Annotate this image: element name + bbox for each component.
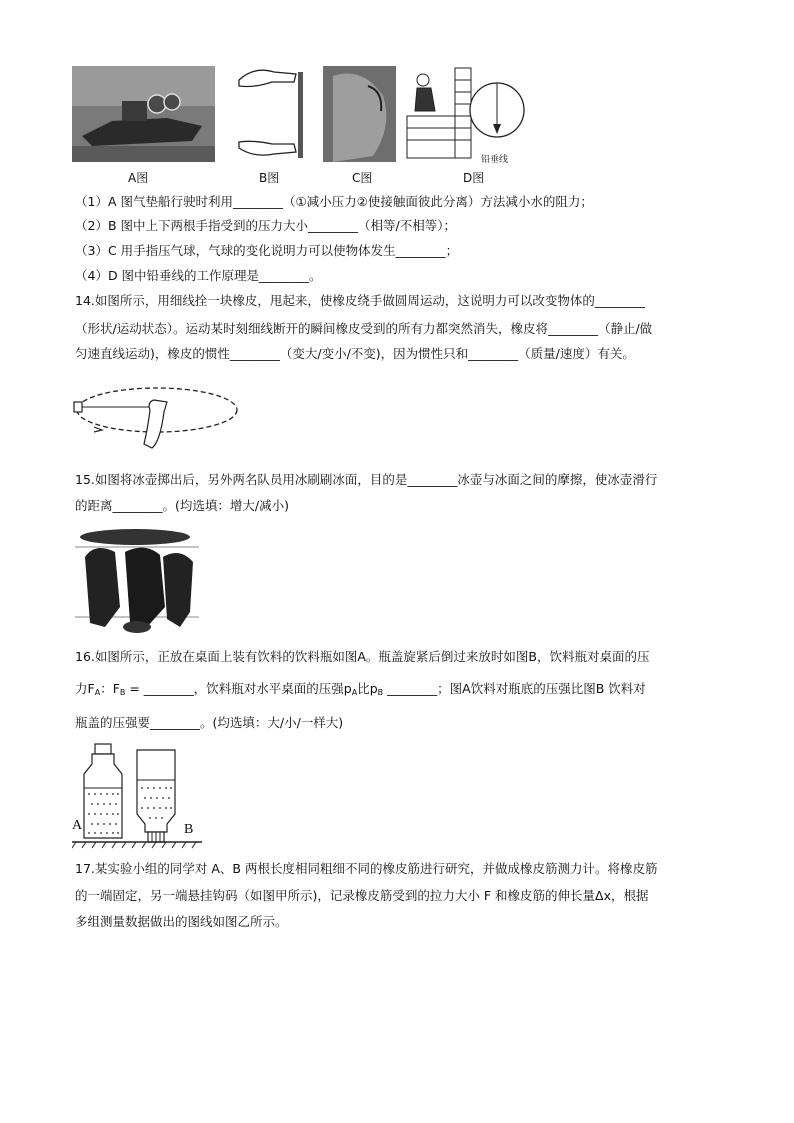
q16-line1: 16.如图所示，正放在桌面上装有饮料的饮料瓶如图A。瓶盖旋紧后倒过来放时如图B，饮料瓶对桌面的压: [75, 649, 650, 664]
q14-line3: 匀速直线运动)，橡皮的惯性________（变大/变小/不变)，因为惯性只和________（质量/速度）有关。: [75, 346, 635, 361]
figure-eraser-circle: [72, 382, 242, 452]
q13-part1: （1）A 图气垫船行驶时利用________（①减小压力②使接触面彼此分离）方法减小水的阻力；: [75, 194, 593, 209]
q13-part4: （4）D 图中铅垂线的工作原理是________。: [75, 268, 322, 283]
figure-curling: [75, 527, 199, 637]
caption-b: B图: [259, 171, 280, 185]
q17-line1: 17.某实验小组的同学对 A、B 两根长度相同粗细不同的橡皮筋进行研究，并做成橡皮筋测力计。将橡皮筋: [75, 861, 658, 876]
q17-line2: 的一端固定，另一端悬挂钩码（如图甲所示)，记录橡皮筋受到的拉力大小 F 和橡皮筋的伸长量Δx，根据: [75, 888, 649, 903]
q14-line2: （形状/运动状态）。运动某时刻细线断开的瞬间橡皮受到的所有力都突然消失，橡皮将________（静止/做: [75, 321, 653, 336]
caption-c: C图: [352, 171, 373, 185]
q13-part3: （3）C 用手指压气球，气球的变化说明力可以使物体发生________；: [75, 243, 459, 258]
caption-a: A图: [128, 171, 149, 185]
caption-d: D图: [463, 171, 485, 185]
q17-line3: 多组测量数据做出的图线如图乙所示。: [75, 914, 288, 929]
figure-c-balloon: [323, 66, 396, 162]
bottle-a-label: A: [72, 818, 83, 833]
plumb-line-label: 铅垂线: [481, 155, 509, 165]
bottle-b-label: B: [184, 822, 194, 837]
figure-bottles: [72, 742, 202, 850]
figure-a-hovercraft: [72, 66, 215, 162]
q13-part2: （2）B 图中上下两根手指受到的压力大小________（相等/不相等）；: [75, 218, 456, 233]
figure-d-plumb-line: [405, 66, 527, 164]
q15-line2: 的距离________。(均选填：增大/减小): [75, 498, 289, 513]
q15-line1: 15.如图将冰壶掷出后，另外两名队员用冰刷刷冰面，目的是________冰壶与冰面之间的摩擦，使冰壶滑行: [75, 472, 658, 487]
figure-b-pencil-fingers: [234, 62, 304, 164]
q14-line1: 14.如图所示，用细线拴一块橡皮，甩起来，使橡皮绕手做圆周运动，这说明力可以改变物体的________: [75, 293, 645, 308]
q16-line3: 瓶盖的压强要________。(均选填：大/小/一样大): [75, 715, 344, 730]
q16-line2: 力$F_A$：$F_B$ = ________，饮料瓶对水平桌面的压强$p_A$比$p_B$ ________；图A饮料对瓶底的压强比图B 饮料对: [75, 681, 646, 697]
